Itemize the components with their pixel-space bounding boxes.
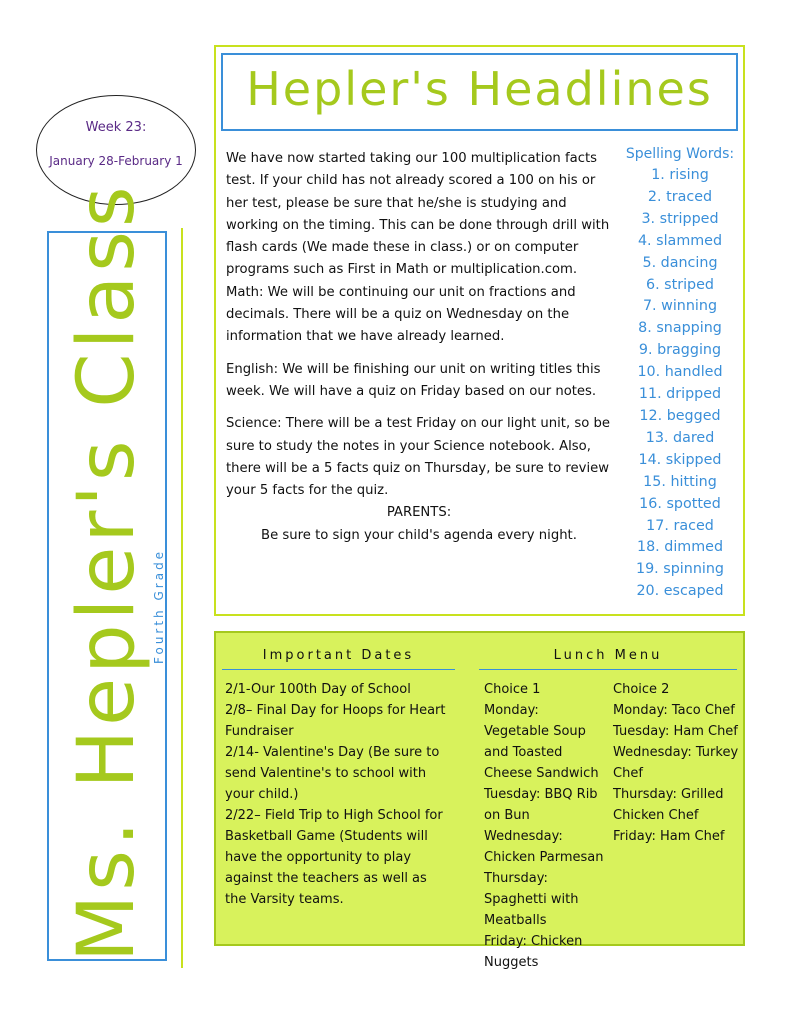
date-item: 2/1-Our 100th Day of School: [225, 682, 411, 697]
spelling-word: 11. dripped: [638, 386, 722, 403]
english-paragraph: English: We will be finishing our unit on writing titles this week. We will have a quiz on Friday based on our notes.: [226, 361, 601, 399]
class-title: Ms. Hepler's Class: [62, 182, 152, 962]
spelling-word: 15. hitting: [643, 473, 717, 490]
parents-heading: PARENTS:: [386, 505, 452, 521]
spelling-word: 17. raced: [646, 517, 714, 534]
date-item: 2/22– Field Trip to High School for Basketball Game (Students will have the opportunity to play against the teachers as well as the Varsity teams.: [225, 808, 443, 907]
spelling-word: 4. slammed: [637, 232, 723, 249]
multiplication-paragraph: We have now started taking our 100 multiplication facts test. If your child has not already scored a 100 on his or her test, please be sure that he/she is studying and working on the timing. This can be done through drill with flash cards (We made these in class.) or on computer programs such as First in Math or multiplication.com.: [226, 151, 610, 278]
date-item: 2/14- Valentine's Day (Be sure to send Valentine's to school with your child.): [225, 745, 440, 802]
spelling-word: 5. dancing: [642, 254, 718, 271]
spelling-word: 16. spotted: [639, 495, 721, 512]
parents-note: Be sure to sign your child's agenda every night.: [261, 527, 577, 543]
spelling-words: [616, 143, 744, 603]
spelling-word: 2. traced: [647, 188, 713, 205]
spelling-word: 19. spinning: [635, 561, 724, 578]
spelling-word: 6. striped: [645, 276, 715, 293]
spelling-word: 14. skipped: [638, 451, 722, 468]
spelling-word: 10. handled: [637, 364, 723, 381]
important-dates-heading: Important Dates: [262, 648, 415, 663]
spelling-title: Spelling Words:: [625, 146, 735, 162]
menu-item: Monday: Vegetable Soup and Toasted Cheese Sandwich: [484, 703, 599, 781]
spelling-word: 18. dimmed: [636, 539, 724, 556]
menu-item: Monday: Taco Chef: [613, 703, 735, 718]
week-label: Week 23:: [85, 120, 147, 135]
spelling-word: 1. rising: [651, 167, 709, 183]
date-item: 2/8– Final Day for Hoops for Heart Fundraiser: [225, 703, 446, 739]
menu-item: Wednesday: Turkey Chef: [613, 745, 739, 781]
spelling-word: 20. escaped: [636, 583, 724, 600]
spelling-word: 13. dared: [645, 429, 715, 446]
spelling-word: 3. stripped: [641, 210, 719, 227]
spelling-word: 9. bragging: [638, 342, 722, 359]
science-paragraph: Science: There will be a test Friday on our light unit, so be sure to study the notes in your Science notebook. Also, there will be a 5 facts quiz on Thursday, be sure to review your 5 facts for the quiz.: [226, 416, 610, 499]
lunch-choice-2: [613, 679, 743, 847]
menu-item: Choice 1: [484, 682, 541, 697]
menu-item: Friday: Ham Chef: [613, 829, 725, 844]
menu-item: Friday: Chicken Nuggets: [484, 934, 583, 970]
menu-item: Tuesday: BBQ Rib on Bun: [484, 787, 598, 823]
spelling-word: 12. begged: [639, 407, 721, 424]
math-paragraph: Math: We will be continuing our unit on fractions and decimals. There will be a quiz on Wednesday on the information that we have already learned.: [226, 284, 576, 345]
spelling-word: 7. winning: [642, 298, 718, 315]
newsletter-headline: Hepler's Headlines: [246, 62, 713, 116]
menu-item: Thursday: Grilled Chicken Chef: [613, 787, 724, 823]
lunch-menu-heading: Lunch Menu: [553, 648, 663, 663]
lunch-choice-1: [484, 679, 604, 973]
menu-item: Thursday: Spaghetti with Meatballs: [484, 871, 579, 928]
important-dates-list: [225, 679, 450, 910]
accent-divider: [181, 228, 183, 968]
newsletter-body: [226, 148, 612, 547]
week-dates: January 28-February 1: [49, 154, 183, 168]
lunch-menu-rule: [479, 669, 737, 670]
grade-label: Fourth Grade: [152, 548, 166, 664]
menu-item: Wednesday: Chicken Parmesan: [484, 829, 604, 865]
menu-item: Choice 2: [613, 682, 670, 697]
important-dates-rule: [222, 669, 455, 670]
spelling-list: [616, 165, 744, 603]
menu-item: Tuesday: Ham Chef: [613, 724, 738, 739]
spelling-word: 8. snapping: [638, 320, 722, 337]
